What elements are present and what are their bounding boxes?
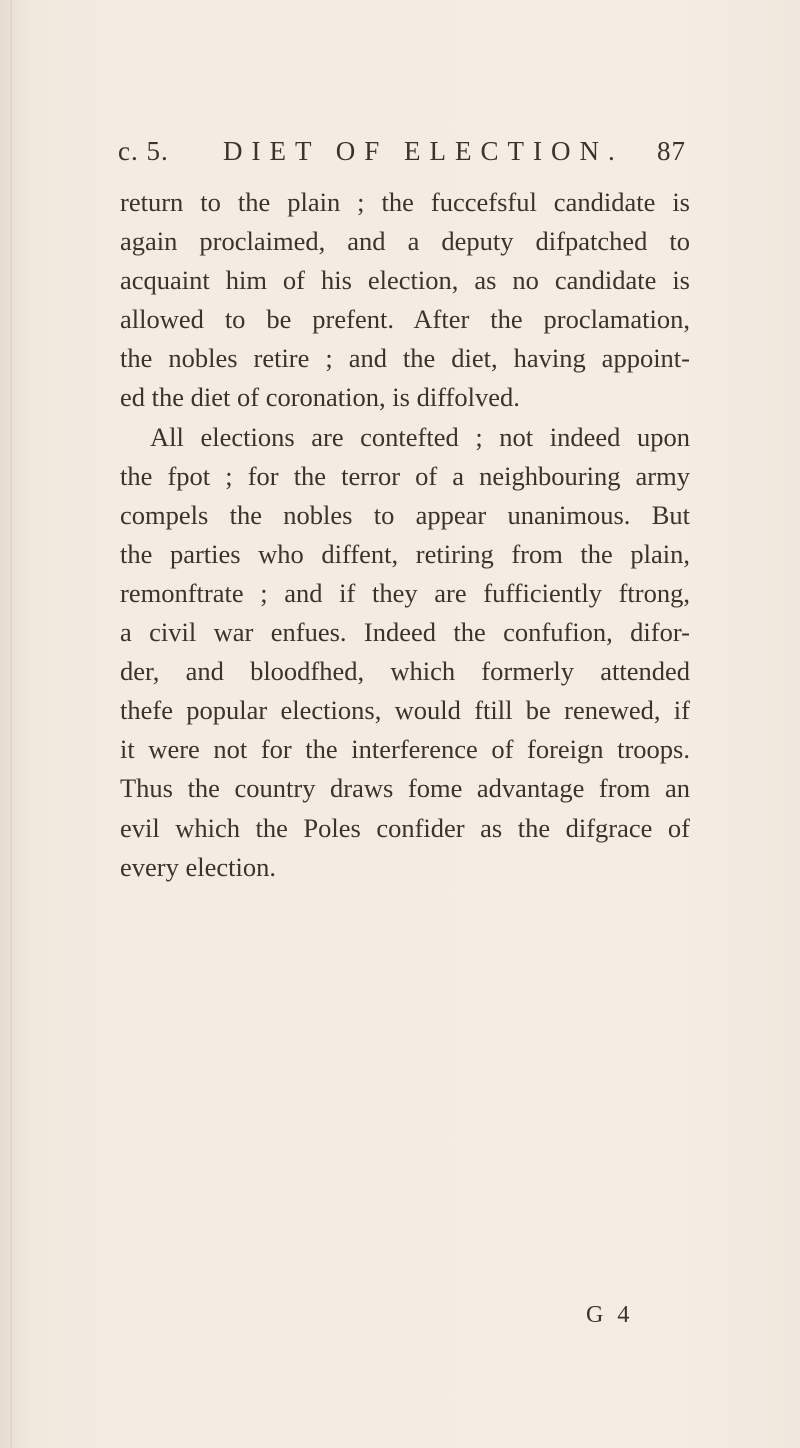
text-line: ed the diet of coronation, is diffolved. xyxy=(120,382,520,413)
binding-gutter xyxy=(10,0,12,1448)
text-line: acquaint him of his election, as no candidate is xyxy=(120,265,690,296)
text-line: allowed to be prefent. After the proclamation, xyxy=(120,304,690,335)
text-line: evil which the Poles confider as the difgrace of xyxy=(120,812,690,843)
body-text xyxy=(120,183,690,887)
text-line: the fpot ; for the terror of a neighbouring army xyxy=(120,460,690,491)
text-line: the nobles retire ; and the diet, having appoint- xyxy=(120,343,690,374)
text-line: return to the plain ; the fuccefsful candidate is xyxy=(120,187,690,217)
text-line: again proclaimed, and a deputy difpatched to xyxy=(120,226,690,257)
text-line: remonftrate ; and if they are fufficiently ftrong, xyxy=(120,577,690,608)
signature-mark: G 4 xyxy=(586,1302,634,1328)
text-line: a civil war enfues. Indeed the confufion, difor- xyxy=(120,617,690,648)
paragraph-1 xyxy=(120,183,690,418)
text-line: compels the nobles to appear unanimous. But xyxy=(120,499,690,530)
text-line: All elections are contefted ; not indeed upon xyxy=(150,421,690,452)
running-head xyxy=(118,133,686,169)
running-title: DIET OF ELECTION. xyxy=(223,136,624,166)
text-line: it were not for the interference of foreign troops. xyxy=(120,734,690,765)
chapter-reference: c. 5. xyxy=(118,136,169,166)
text-line: der, and bloodfhed, which formerly attended xyxy=(120,656,690,687)
page-number: 87 xyxy=(657,136,686,166)
text-line: thefe popular elections, would ftill be renewed, if xyxy=(120,695,690,726)
text-line: the parties who diffent, retiring from the plain, xyxy=(120,538,690,569)
text-line: every election. xyxy=(120,851,276,882)
paragraph-2 xyxy=(120,418,690,887)
text-line: Thus the country draws fome advantage from an xyxy=(120,773,690,804)
